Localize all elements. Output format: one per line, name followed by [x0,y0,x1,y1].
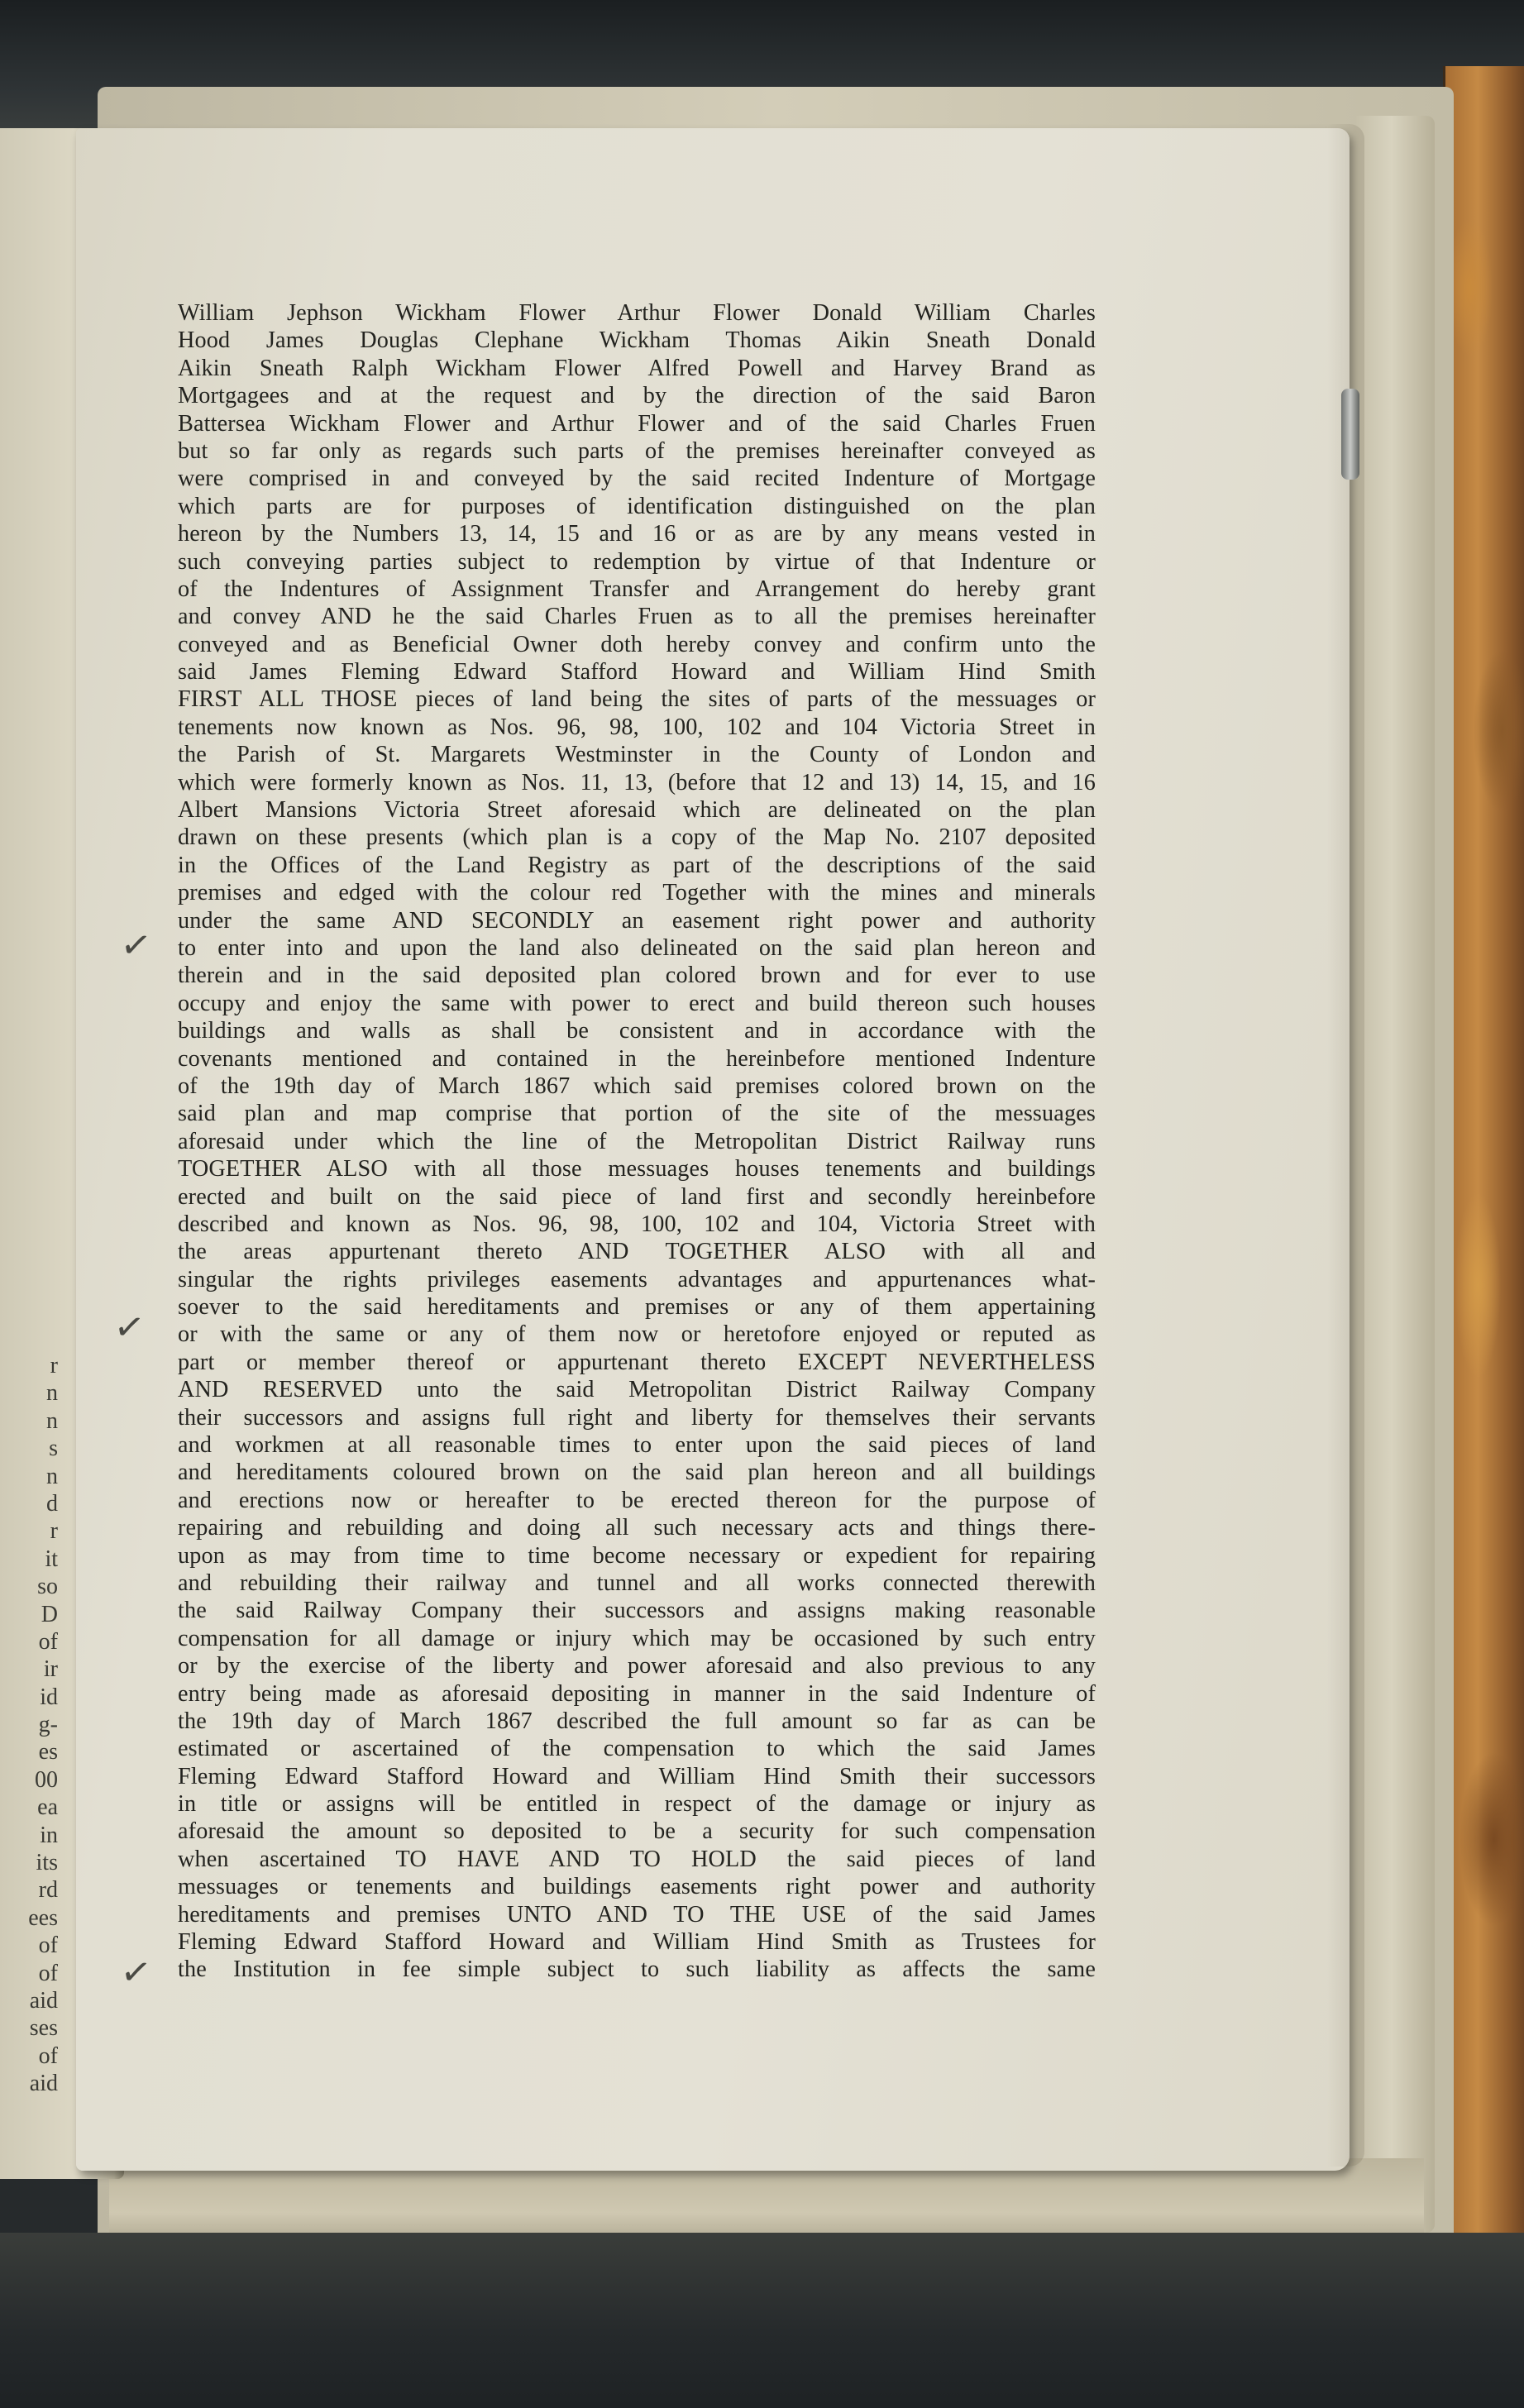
margin-tick-1: ✓ [117,922,155,969]
text-line: and erections now or hereafter to be erected thereon for the purpose of [178,1487,1096,1513]
text-line: their successors and assigns full right and liberty for themselves their servants [178,1404,1096,1431]
left-page-text-fragments [0,1352,58,2098]
text-line: premises and edged with the colour red Together with the mines and minerals [178,880,1096,906]
text-line: the said Railway Company their successors and assigns making reasonable [178,1598,1096,1624]
text-line: were comprised in and conveyed by the said recited Indenture of Mortgage [178,466,1096,492]
text-line: therein and in the said deposited plan colored brown and for ever to use [178,963,1096,989]
text-line: erected and built on the said piece of land first and secondly hereinbefore [178,1183,1096,1210]
text-line: such conveying parties subject to redemption by virtue of that Indenture or [178,548,1096,575]
text-line: aforesaid under which the line of the Metropolitan District Railway runs [178,1128,1096,1154]
left-fragment: so [37,1574,58,1600]
text-line: soever to the said hereditaments and premises or any of them appertaining [178,1294,1096,1321]
text-line: compensation for all damage or injury which may be occasioned by such entry [178,1625,1096,1651]
left-fragment: aid [29,2071,58,2097]
book-binding [0,2233,1524,2408]
text-line: FIRST ALL THOSE pieces of land being the sites of parts of the messuages or [178,686,1096,713]
text-line: said James Fleming Edward Stafford Howard and William Hind Smith [178,659,1096,686]
text-line: messuages or tenements and buildings easements right power and authority [178,1874,1096,1900]
left-fragment: of [38,1628,58,1655]
text-line: Mortgagees and at the request and by the direction of the said Baron [178,383,1096,409]
text-line: and hereditaments coloured brown on the said plan hereon and all buildings [178,1460,1096,1486]
text-line: hereditaments and premises UNTO AND TO THE USE of the said James [178,1901,1096,1928]
text-line: and convey AND he the said Charles Fruen as to all the premises hereinafter [178,604,1096,630]
text-line: in title or assigns will be entitled in respect of the damage or injury as [178,1791,1096,1818]
text-line: or by the exercise of the liberty and power aforesaid and also previous to any [178,1653,1096,1679]
left-fragment: in [40,1822,58,1848]
text-line: the Parish of St. Margarets Westminster in the County of London and [178,742,1096,768]
text-line: and rebuilding their railway and tunnel and all works connected therewith [178,1570,1096,1596]
text-line: but so far only as regards such parts of the premises hereinafter conveyed as [178,437,1096,464]
text-line: under the same AND SECONDLY an easement right power and authority [178,907,1096,934]
text-line: the areas appurtenant thereto AND TOGETHER ALSO with all and [178,1239,1096,1265]
text-line: AND RESERVED unto the said Metropolitan District Railway Company [178,1377,1096,1403]
text-line: occupy and enjoy the same with power to erect and build thereon such houses [178,990,1096,1016]
text-line: conveyed and as Beneficial Owner doth hereby convey and confirm unto the [178,631,1096,657]
margin-tick-3: ✓ [117,1949,155,1996]
text-line: buildings and walls as shall be consistent and in accordance with the [178,1018,1096,1044]
text-line: of the 19th day of March 1867 which said premises colored brown on the [178,1073,1096,1099]
left-fragment: it [45,1546,58,1572]
left-fragment: n [46,1463,58,1489]
text-line: Aikin Sneath Ralph Wickham Flower Alfred Powell and Harvey Brand as [178,355,1096,381]
text-line: Fleming Edward Stafford Howard and William Hind Smith as Trustees for [178,1929,1096,1956]
text-line: hereon by the Numbers 13, 14, 15 and 16 or as are by any means vested in [178,521,1096,547]
text-line: covenants mentioned and contained in the hereinbefore mentioned Indenture [178,1045,1096,1072]
deed-body-text [178,299,1096,1984]
left-fragment: aid [29,1987,58,2014]
text-line: Hood James Douglas Clephane Wickham Thomas Aikin Sneath Donald [178,327,1096,354]
text-line: singular the rights privileges easements advantages and appurtenances what- [178,1266,1096,1292]
text-line: William Jephson Wickham Flower Arthur Flower Donald William Charles [178,300,1096,326]
text-line: aforesaid the amount so deposited to be a security for such compensation [178,1818,1096,1845]
margin-tick-2: ✓ [111,1304,148,1351]
left-fragment: d [46,1490,58,1517]
text-line: tenements now known as Nos. 96, 98, 100, 102 and 104 Victoria Street in [178,714,1096,740]
left-fragment: r [50,1518,58,1545]
text-line: Fleming Edward Stafford Howard and William Hind Smith their successors [178,1763,1096,1789]
text-line: or with the same or any of them now or heretofore enjoyed or reputed as [178,1321,1096,1348]
left-fragment: of [38,1933,58,1959]
text-line: in the Offices of the Land Registry as part of the descriptions of the said [178,852,1096,878]
left-fragment: s [49,1436,58,1462]
text-line: upon as may from time to time become necessary or expedient for repairing [178,1542,1096,1569]
left-fragment: ea [37,1794,58,1821]
text-line: and workmen at all reasonable times to enter upon the said pieces of land [178,1432,1096,1459]
text-line: said plan and map comprise that portion of the site of the messuages [178,1101,1096,1127]
text-line: part or member thereof or appurtenant thereto EXCEPT NEVERTHELESS [178,1349,1096,1375]
text-line: Battersea Wickham Flower and Arthur Flower and of the said Charles Fruen [178,410,1096,437]
stacked-page-edges [1356,116,1435,2233]
text-line: the Institution in fee simple subject to such liability as affects the same [178,1956,1096,1983]
text-line: which were formerly known as Nos. 11, 13, (before that 12 and 13) 14, 15, and 16 [178,769,1096,796]
marbled-book-edge [1443,66,1524,2282]
text-line: when ascertained TO HAVE AND TO HOLD the said pieces of land [178,1846,1096,1872]
left-fragment: n [46,1407,58,1434]
text-line: repairing and rebuilding and doing all such necessary acts and things there- [178,1515,1096,1541]
left-fragment: rd [38,1877,58,1904]
left-fragment: of [38,2042,58,2069]
text-line: to enter into and upon the land also delineated on the said plan hereon and [178,934,1096,961]
left-fragment: id [40,1684,58,1710]
left-fragment: ses [29,2015,58,2042]
text-line: entry being made as aforesaid depositing in manner in the said Indenture of [178,1680,1096,1707]
metal-clip [1341,389,1359,480]
text-line: Albert Mansions Victoria Street aforesaid which are delineated on the plan [178,797,1096,824]
text-line: the 19th day of March 1867 described the full amount so far as can be [178,1708,1096,1734]
left-fragment: of [38,1960,58,1986]
text-line: estimated or ascertained of the compensation to which the said James [178,1736,1096,1762]
left-fragment: its [36,1850,58,1876]
text-line: which parts are for purposes of identification distinguished on the plan [178,493,1096,519]
left-fragment: r [50,1353,58,1378]
text-line: drawn on these presents (which plan is a copy of the Map No. 2107 deposited [178,824,1096,851]
left-fragment: ees [28,1904,58,1931]
left-fragment: n [46,1380,58,1407]
left-fragment: D [41,1601,58,1627]
text-line: TOGETHER ALSO with all those messuages houses tenements and buildings [178,1156,1096,1182]
left-fragment: 00 [35,1766,58,1793]
text-line: of the Indentures of Assignment Transfer and Arrangement do hereby grant [178,576,1096,602]
left-fragment: es [38,1739,58,1765]
left-fragment: g- [38,1712,58,1738]
left-fragment: ir [43,1656,58,1683]
text-line: described and known as Nos. 96, 98, 100, 102 and 104, Victoria Street with [178,1211,1096,1237]
